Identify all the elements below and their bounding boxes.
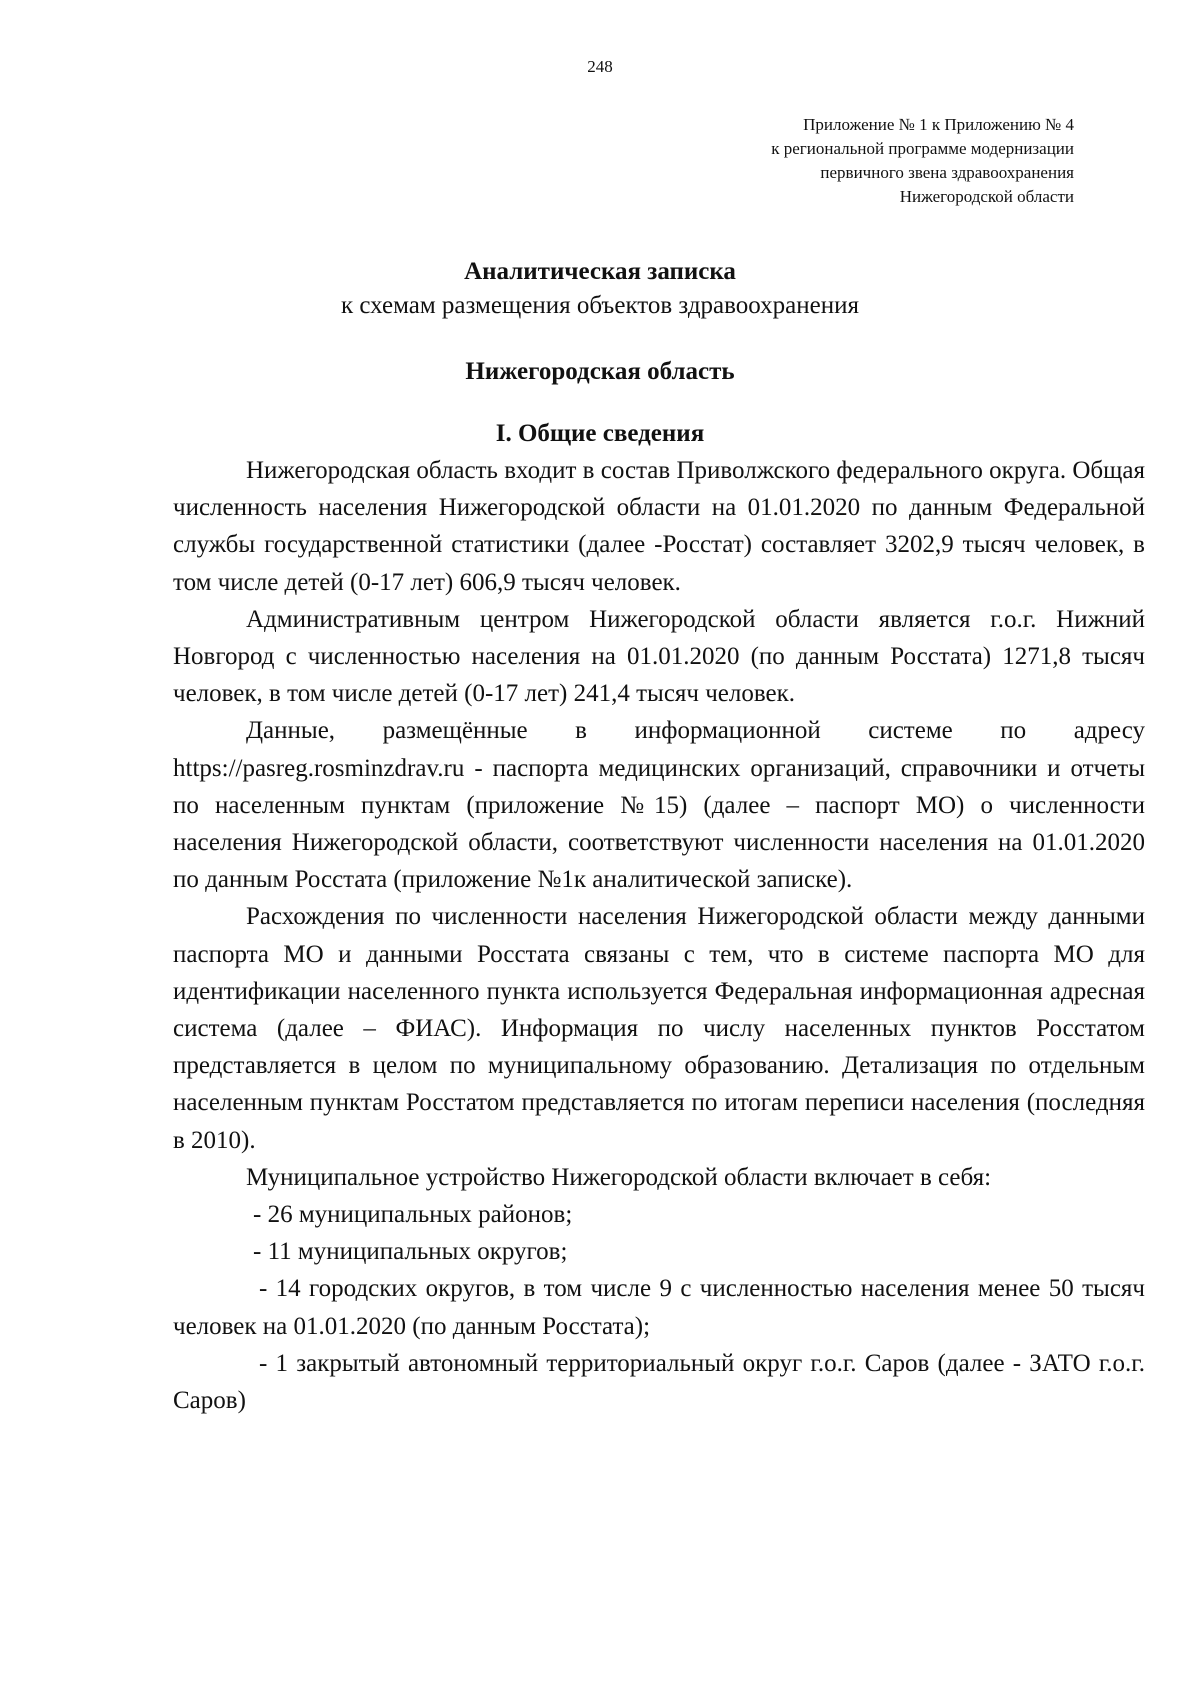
page-number: 248 xyxy=(587,57,613,76)
appendix-note-line: Приложение № 1 к Приложению № 4 xyxy=(803,115,1074,134)
paragraph: Муниципальное устройство Нижегородской области включает в себя: xyxy=(246,1163,992,1191)
appendix-note-line: к региональной программе модернизации xyxy=(771,139,1074,158)
body-text xyxy=(173,452,1145,1419)
paragraph: Данные, размещённые в информационной системе по адресу https://pasreg.rosminzdrav.ru - паспорта медицинских организаций, справочники и отчеты по населенным пунктам (приложение №15) (далее – паспорт МО) о численности населения Нижегородской области, соответствуют численности населения на 01.01.2020 по данным Росстата (приложение №1к аналитической записке). xyxy=(173,717,1145,894)
region-heading: Нижегородская область xyxy=(465,358,735,385)
section-heading: I. Общие сведения xyxy=(495,420,705,447)
list-item: - 14 городских округов, в том числе 9 с численностью населения менее 50 тысяч человек на 01.01.2020 (по данным Росстата); xyxy=(173,1275,1145,1340)
list-item: - 26 муниципальных районов; xyxy=(253,1201,573,1229)
document-title: Аналитическая записка xyxy=(464,258,736,285)
paragraph: Административным центром Нижегородской области является г.о.г. Нижний Новгород с численностью населения на 01.01.2020 (по данным Росстата) 1271,8 тысяч человек, в том числе детей (0-17 лет) 241,4 тысяч человек. xyxy=(173,605,1145,708)
paragraph: Нижегородская область входит в состав Приволжского федерального округа. Общая численность населения Нижегородской области на 01.01.2020 по данным Федеральной службы государственной статистики (далее -Росстат) составляет 3202,9 тысяч человек, в том числе детей (0-17 лет) 606,9 тысяч человек. xyxy=(173,457,1145,596)
paragraph: Расхождения по численности населения Нижегородской области между данными паспорта МО и данными Росстата связаны с тем, что в системе паспорта МО для идентификации населенного пункта используется Федеральная информационная адресная система (далее – ФИАС). Информация по числу населенных пунктов Росстатом представляется в целом по муниципальному образованию. Детализация по отдельным населенным пунктам Росстатом представляется по итогам переписи населения (последняя в 2010). xyxy=(173,903,1145,1154)
appendix-note xyxy=(771,113,1074,209)
document-subtitle: к схемам размещения объектов здравоохранения xyxy=(340,292,859,319)
appendix-note-line: первичного звена здравоохранения xyxy=(820,163,1074,182)
list-item: - 11 муниципальных округов; xyxy=(253,1238,568,1266)
appendix-note-line: Нижегородской области xyxy=(899,187,1074,206)
list-item: - 1 закрытый автономный территориальный округ г.о.г. Саров (далее - ЗАТО г.о.г. Саров) xyxy=(173,1349,1145,1415)
